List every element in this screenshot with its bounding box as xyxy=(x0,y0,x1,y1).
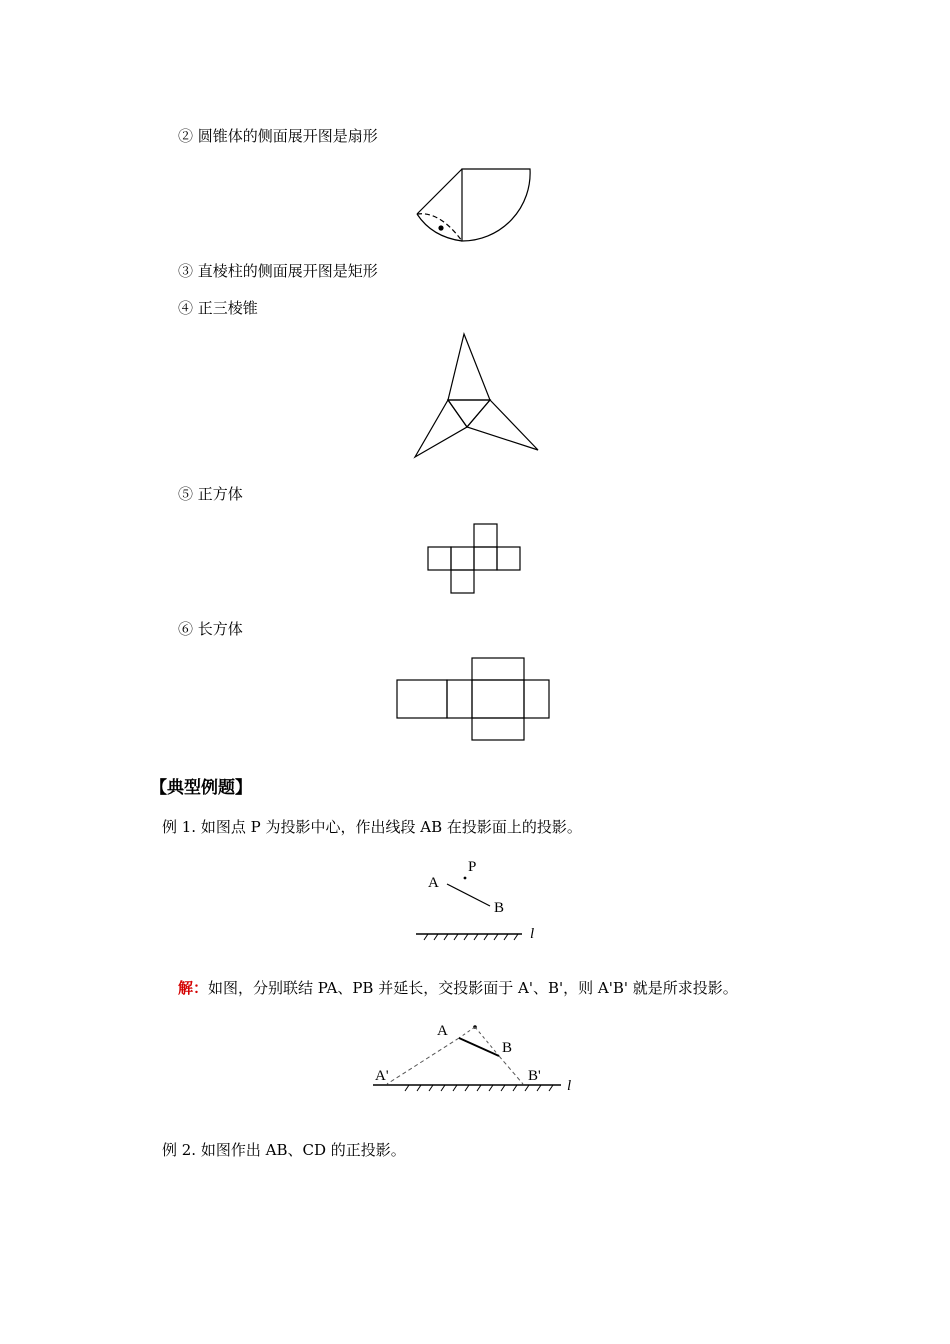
example2-text: 例 2. 如图作出 AB、CD 的正投影。 xyxy=(162,1141,406,1159)
label-a: A xyxy=(428,875,439,891)
solution-text: 如图，分别联结 PA、PB 并延长，交投影面于 A'、B'，则 A'B' 就是所求投影。 xyxy=(208,979,738,997)
label-l: l xyxy=(530,926,535,942)
point-p xyxy=(464,877,467,880)
tetra-net-figure xyxy=(410,330,545,460)
segment-ab xyxy=(459,1038,499,1056)
label-a1: A' xyxy=(375,1068,389,1084)
item-tetra-text: ④ 正三棱锥 xyxy=(178,299,258,317)
ray-pa xyxy=(387,1038,459,1084)
cone-net-figure xyxy=(410,165,560,245)
item-prism-text: ③ 直棱柱的侧面展开图是矩形 xyxy=(178,262,378,280)
label-p: P xyxy=(468,859,477,875)
label-a: A xyxy=(437,1023,448,1039)
cuboid-net-figure xyxy=(395,656,553,742)
segment-ab xyxy=(447,884,490,906)
label-l: l xyxy=(567,1078,572,1094)
example1-text: 例 1. 如图点 P 为投影中心，作出线段 AB 在投影面上的投影。 xyxy=(162,818,582,836)
example1-figure xyxy=(410,852,550,944)
solution-line xyxy=(178,978,738,998)
item-cone-text: ② 圆锥体的侧面展开图是扇形 xyxy=(178,127,378,145)
label-b1: B' xyxy=(528,1068,541,1084)
ray-pb xyxy=(499,1056,523,1084)
item-cuboid-text: ⑥ 长方体 xyxy=(178,620,243,638)
label-b: B xyxy=(502,1040,513,1056)
item-cube-text: ⑤ 正方体 xyxy=(178,485,243,503)
label-b: B xyxy=(494,900,505,916)
solution-label: 解： xyxy=(178,979,209,997)
cube-net-figure xyxy=(425,521,523,596)
section-title: 【典型例题】 xyxy=(150,778,252,798)
solution-figure xyxy=(365,1018,585,1098)
